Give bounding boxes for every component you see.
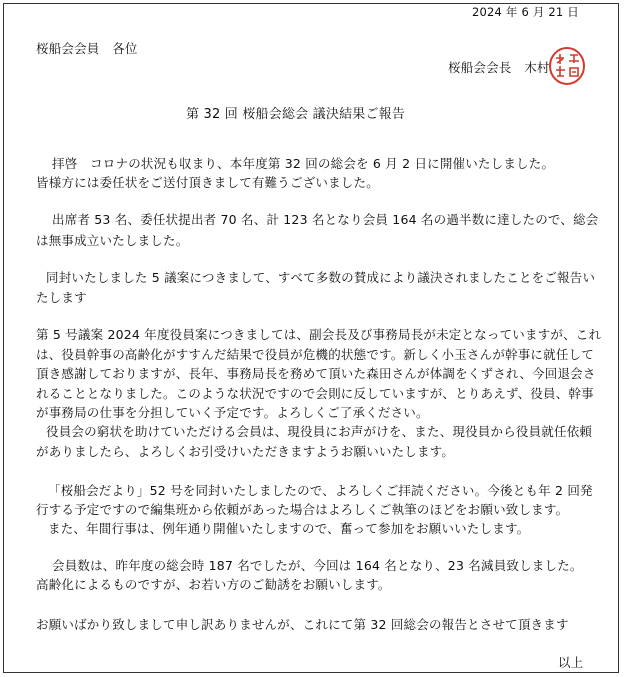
body-line: がありましたら、よろしくお引受けいただきますようお願いいたします。 bbox=[36, 444, 455, 459]
body-line: 第 5 号議案 2024 年度役員案につきましては、副会長及び事務局長が未定となっていますが、これ bbox=[36, 327, 602, 342]
body-line: 拝啓 コロナの状況も収まり、本年度第 32 回の総会を 6 月 2 日に開催いたしました。 bbox=[52, 156, 555, 171]
body-line: 役員会の窮状を助けていただける会員は、現役員にお声がけを、また、現役員から役員就任依頼 bbox=[46, 424, 593, 439]
document-title: 第 32 回 桜船会総会 議決結果ご報告 bbox=[186, 107, 406, 122]
closing-word: 以上 bbox=[558, 655, 584, 670]
body-line: 頂き感謝しておりますが、長年、事務局長を務めて頂いた森田さんが体調をくずされ、今回退会さ bbox=[36, 366, 596, 381]
body-line: 高齢化によるものですが、お若い方のご勧誘をお願いします。 bbox=[36, 577, 391, 592]
body-line: は無事成立いたしました。 bbox=[36, 233, 189, 248]
body-line: 行する予定ですので編集班から依頼があった場合はよろしくご執筆のほどをお願い致します。 bbox=[36, 502, 569, 517]
document-date: 2024 年 6 月 21 日 bbox=[472, 5, 579, 19]
seal-stamp-icon bbox=[548, 46, 586, 86]
sender: 桜船会会長 木村 bbox=[448, 60, 550, 75]
body-line: たします bbox=[36, 290, 87, 305]
body-line: 同封いたしました 5 議案につきまして、すべて多数の賛成により議決されましたことをご報告い bbox=[46, 270, 596, 285]
body-line: れることとなりました。このような状況ですので会則に反していますが、とりあえず、役員、幹事 bbox=[36, 386, 594, 401]
body-line: 出席者 53 名、委任状提出者 70 名、計 123 名となり会員 164 名の過半数に達したので、総会 bbox=[52, 212, 599, 227]
body-line: お願いばかり致しまして申し訳ありませんが、これにて第 32 回総会の報告とさせて頂きます bbox=[36, 617, 569, 632]
body-line: 会員数は、昨年度の総会時 187 名でしたが、今回は 164 名となり、23 名減員致しました。 bbox=[52, 558, 583, 573]
body-line: 皆様方には委任状をご送付頂きまして有難うございました。 bbox=[36, 175, 379, 190]
body-line: 「桜船会だより」52 号を同封いたしましたので、よろしくご拝読ください。今後とも年 2 回発 bbox=[48, 483, 593, 498]
body-line: また、年間行事は、例年通り開催いたしますので、奮って参加をお願いいたします。 bbox=[48, 521, 530, 536]
body-line: は、役員幹事の高齢化がすすんだ結果で役員が危機的状態です。新しく小玉さんが幹事に就任して bbox=[36, 347, 594, 362]
body-line: が事務局の仕事を分担していく予定です。よろしくご了承ください。 bbox=[36, 405, 429, 420]
addressee: 桜船会会員 各位 bbox=[36, 41, 138, 56]
